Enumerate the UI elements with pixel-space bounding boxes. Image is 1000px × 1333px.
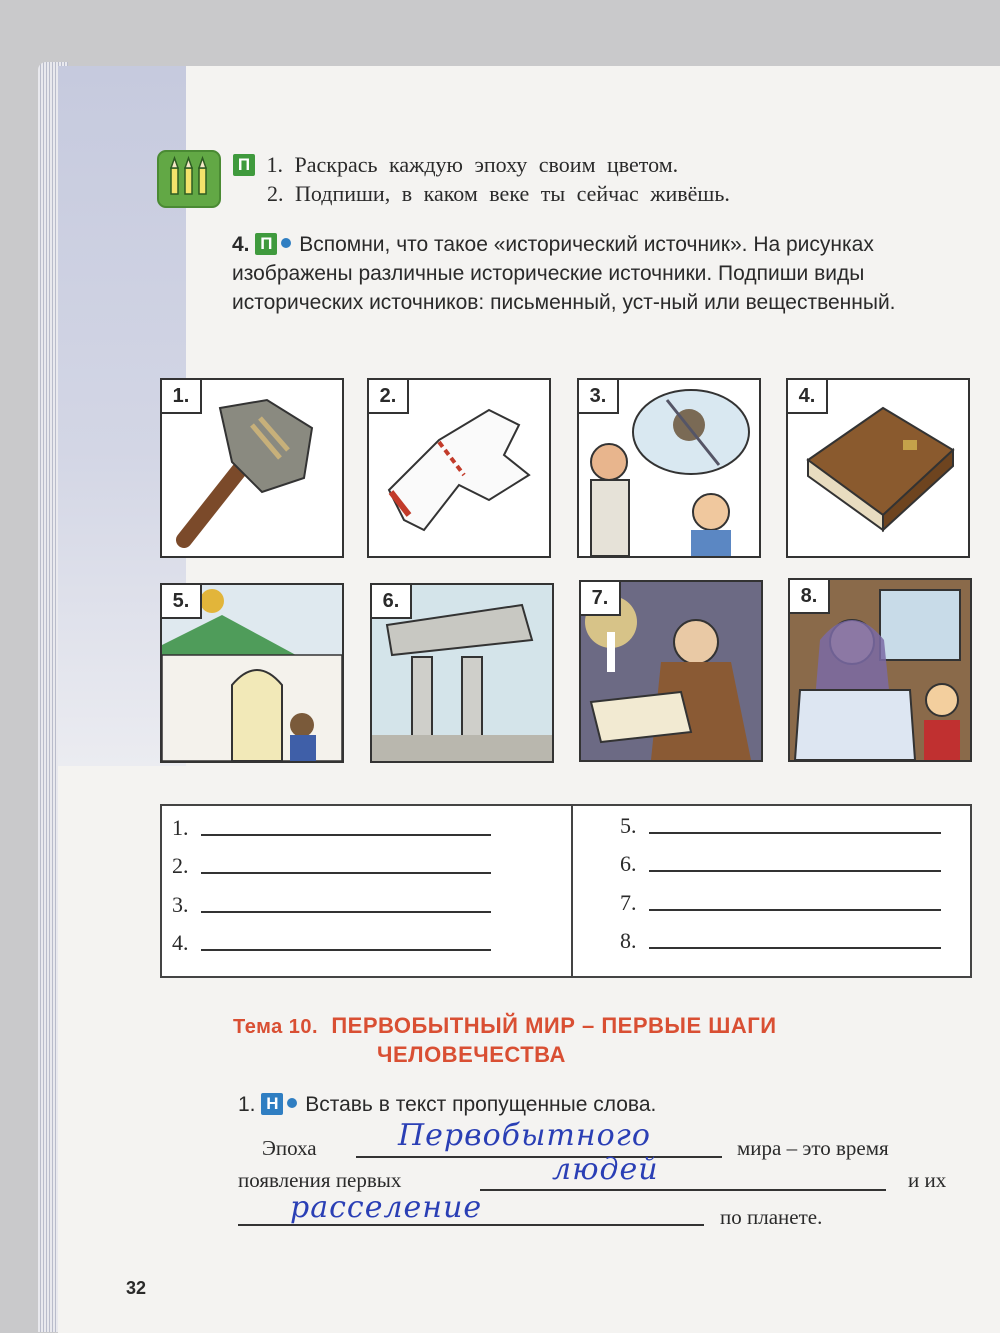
task-badge-n: Н <box>261 1093 283 1115</box>
answer-number: 7. <box>620 890 637 915</box>
answer-row-1[interactable] <box>172 815 491 841</box>
answer-row-6[interactable] <box>620 851 941 877</box>
task-4-text: Вспомни, что такое «исторический источник». На рисунках изображены различные исторические источники. Подпиши виды исторических источников: письменный, уст-ный или вещественный. <box>232 233 896 314</box>
panel-number: 7. <box>581 582 621 616</box>
answer-number: 8. <box>620 928 637 953</box>
picture-panel-2 <box>367 378 551 558</box>
bullet-dot-icon <box>287 1098 297 1108</box>
topic-heading <box>233 1012 777 1069</box>
fill-text-4: и их <box>908 1168 947 1192</box>
panel-number: 2. <box>369 380 409 414</box>
task-10-1-instruction: Вставь в текст пропущенные слова. <box>305 1093 657 1116</box>
answer-row-3[interactable] <box>172 892 491 918</box>
handwritten-answer-2: людей <box>552 1152 659 1187</box>
answers-divider <box>571 806 573 976</box>
picture-panel-4 <box>786 378 970 558</box>
picture-panel-6 <box>370 583 554 763</box>
panel-number: 5. <box>162 585 202 619</box>
panel-number: 3. <box>579 380 619 414</box>
picture-panel-7 <box>579 580 763 762</box>
answer-row-4[interactable] <box>172 930 491 956</box>
picture-panel-3 <box>577 378 761 558</box>
answer-number: 2. <box>172 853 189 878</box>
answer-row-2[interactable] <box>172 853 491 879</box>
task-4-badge: П <box>255 233 277 255</box>
answer-row-7[interactable] <box>620 890 941 916</box>
handwritten-answer-3: расселение <box>290 1190 483 1225</box>
task-top-line2: 2. Подпиши, в каком веке ты сейчас живёшь. <box>267 181 730 206</box>
answer-row-8[interactable] <box>620 928 941 954</box>
picture-panel-5 <box>160 583 344 763</box>
fill-text-2: мира – это время <box>737 1136 889 1160</box>
handwritten-answer-1: Первобытного <box>398 1118 651 1153</box>
task-10-1-number: 1. <box>238 1093 256 1116</box>
task-top <box>233 150 730 208</box>
task-4 <box>232 230 972 317</box>
answer-number: 6. <box>620 851 637 876</box>
answer-number: 5. <box>620 813 637 838</box>
task-10-1 <box>238 1093 656 1117</box>
picture-panel-1 <box>160 378 344 558</box>
panel-number: 4. <box>788 380 828 414</box>
blank-line-1[interactable] <box>356 1156 722 1158</box>
task-4-number: 4. <box>232 233 250 256</box>
bullet-dot-icon <box>281 238 291 248</box>
fill-text-1: Эпоха <box>262 1136 317 1160</box>
task-badge-p: П <box>233 154 255 176</box>
topic-title-line1: ПЕРВОБЫТНЫЙ МИР – ПЕРВЫЕ ШАГИ <box>331 1013 777 1038</box>
fill-text-5: по планете. <box>720 1205 823 1229</box>
pencils-icon <box>157 150 221 208</box>
answer-row-5[interactable] <box>620 813 941 839</box>
answer-number: 4. <box>172 930 189 955</box>
page-number: 32 <box>126 1278 147 1298</box>
blank-line-2[interactable] <box>480 1189 886 1191</box>
topic-label: Тема 10. <box>233 1016 319 1038</box>
fill-text-3: появления первых <box>238 1168 402 1192</box>
topic-title-line2: ЧЕЛОВЕЧЕСТВА <box>377 1042 566 1067</box>
panel-number: 1. <box>162 380 202 414</box>
picture-panel-8 <box>788 578 972 762</box>
panel-number: 6. <box>372 585 412 619</box>
panel-number: 8. <box>790 580 830 614</box>
task-top-line1: 1. Раскрась каждую эпоху своим цветом. <box>266 152 679 177</box>
answer-number: 1. <box>172 815 189 840</box>
answer-number: 3. <box>172 892 189 917</box>
